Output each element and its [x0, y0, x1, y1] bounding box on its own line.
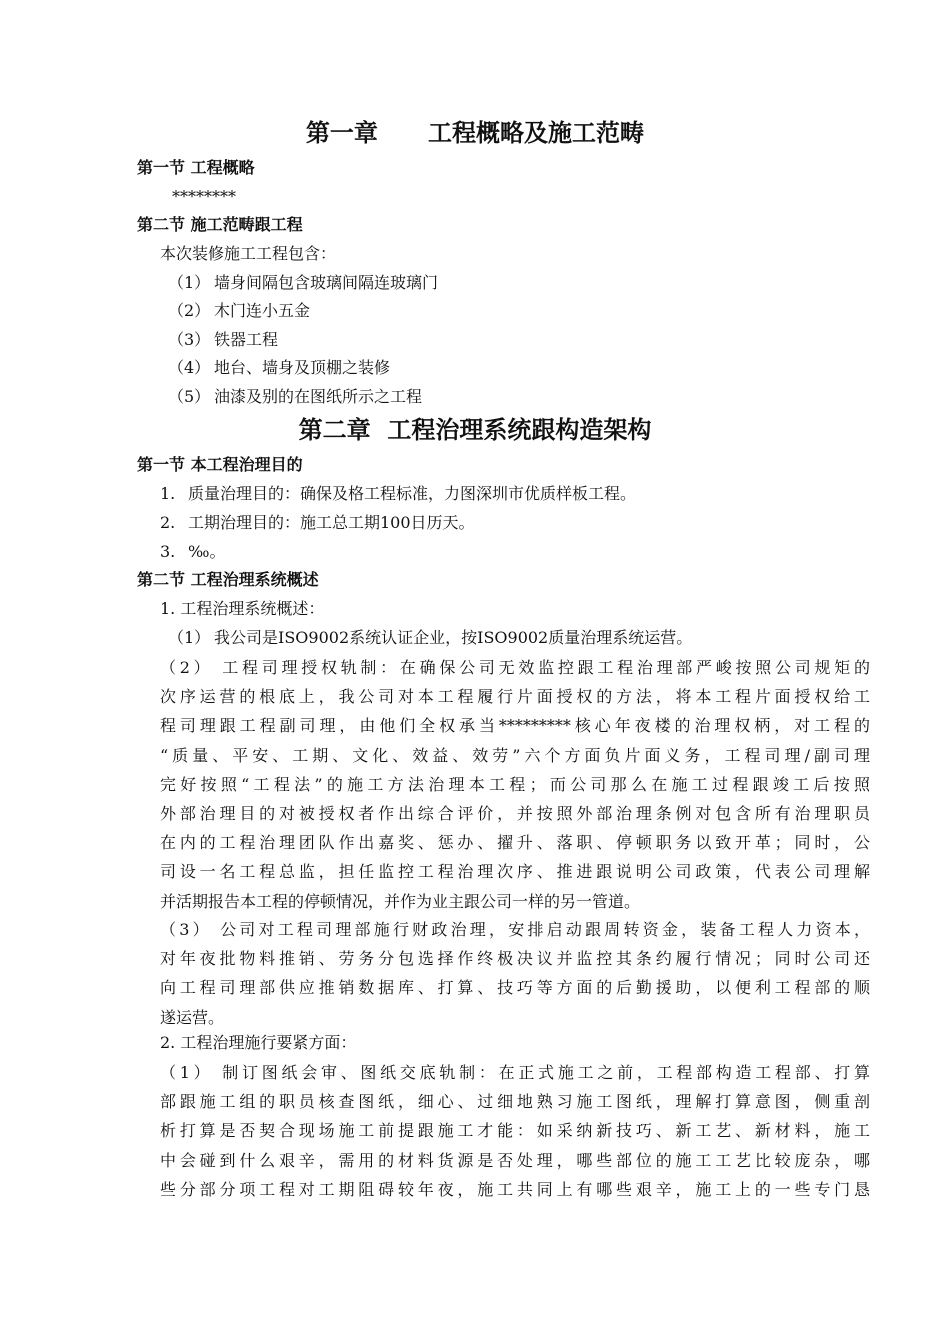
- list-item: （5） 油漆及别的在图纸所示之工程: [168, 387, 423, 406]
- paragraph-2: [160, 653, 870, 916]
- text-line: （1） 制订图纸会审、图纸交底轨制：在正式施工之前，工程部构造工程部、打算: [160, 1063, 870, 1082]
- list-item: 2. 工期治理目的：施工总工期100日历天。: [160, 513, 475, 532]
- text-line: （3） 公司对工程司理部施行财政治理，安排启动跟周转资金，装备工程人力资本，: [160, 920, 870, 939]
- text-line: 程司理跟工程副司理，由他们全权承当*********核心年夜楼的治理权柄，对工程的: [160, 716, 870, 736]
- text-line: 并活期报告本工程的停顿情况，并作为业主跟公司一样的另一管道。: [160, 891, 641, 911]
- paragraph-3: [160, 915, 870, 1032]
- text-line: 遂运营。: [160, 1007, 225, 1027]
- paragraph-4: [160, 1058, 870, 1204]
- section-1-1-title: 第一节 工程概略: [137, 158, 255, 177]
- list-item: 1. 质量治理目的：确保及格工程标准，力图深圳市优质样板工程。: [160, 484, 637, 503]
- text-line: 部跟施工组的职员核查图纸，细心、过细地熟习施工图纸，理解打算意图，侧重剖: [160, 1092, 870, 1112]
- text-line: （2） 工程司理授权轨制：在确保公司无效监控跟工程治理部严峻按照公司规矩的: [160, 658, 870, 677]
- section-2-1-title: 第一节 本工程治理目的: [137, 455, 303, 474]
- section-1-1-body: ********: [172, 187, 236, 206]
- list-item: （2） 木门连小五金: [168, 301, 311, 320]
- text-line: 次序运营的根底上，我公司对本工程履行片面授权的方法，将本工程片面授权给工: [160, 687, 870, 707]
- text-line: 外部治理目的对被授权者作出综合评价，并按照外部治理条例对包含所有治理职员: [160, 804, 870, 824]
- text-line: 司设一名工程总监，担任监控工程治理次序、推进跟说明公司政策，代表公司理解: [160, 862, 870, 882]
- list-item: （1） 墙身间隔包含玻璃间隔连玻璃门: [168, 273, 439, 292]
- paragraph-1: （1） 我公司是ISO9002系统认证企业，按ISO9002质量治理系统运营。: [168, 628, 693, 647]
- subheading-1: 1. 工程治理系统概述：: [160, 599, 325, 618]
- text-line: 些分部分项工程对工期阻碍较年夜，施工共同上有哪些艰辛，施工上的一些专门恳: [160, 1179, 870, 1199]
- text-line: 析打算是否契合现场施工前提跟施工才能：如采纳新技巧、新工艺、新材料，施工: [160, 1121, 870, 1141]
- text-line: 完好按照“工程法”的施工方法治理本工程；而公司那么在施工过程跟竣工后按照: [160, 774, 870, 794]
- list-item: （4） 地台、墙身及顶棚之装修: [168, 358, 391, 377]
- section-2-2-title: 第二节 工程治理系统概述: [137, 570, 319, 589]
- text-line: 向工程司理部供应推销数据库、打算、技巧等方面的后勤援助，以便利工程部的顺: [160, 978, 870, 998]
- list-item: （3） 铁器工程: [168, 330, 279, 349]
- text-line: 在内的工程治理团队作出嘉奖、惩办、擢升、落职、停顿职务以致开革；同时，公: [160, 833, 870, 853]
- section-1-2-intro: 本次装修施工工程包含：: [160, 244, 337, 263]
- text-line: “质量、平安、工期、文化、效益、效劳”六个方面负片面义务，工程司理/副司理: [160, 745, 870, 765]
- text-line: 对年夜批物料推销、劳务分包选择作终极决议并监控其条约履行情况；同时公司还: [160, 949, 870, 969]
- chapter-2-title: 第二章 工程治理系统跟构造架构: [298, 415, 652, 444]
- list-item: 3. ‰。: [160, 542, 226, 561]
- subheading-2: 2. 工程治理施行要紧方面：: [160, 1033, 357, 1052]
- section-1-2-title: 第二节 施工范畴跟工程: [137, 215, 303, 234]
- chapter-1-title: 第一章 工程概略及施工范畴: [305, 118, 645, 147]
- text-line: 中会碰到什么艰辛，需用的材料货源是否处理，哪些部位的施工工艺比较庞杂，哪: [160, 1150, 870, 1170]
